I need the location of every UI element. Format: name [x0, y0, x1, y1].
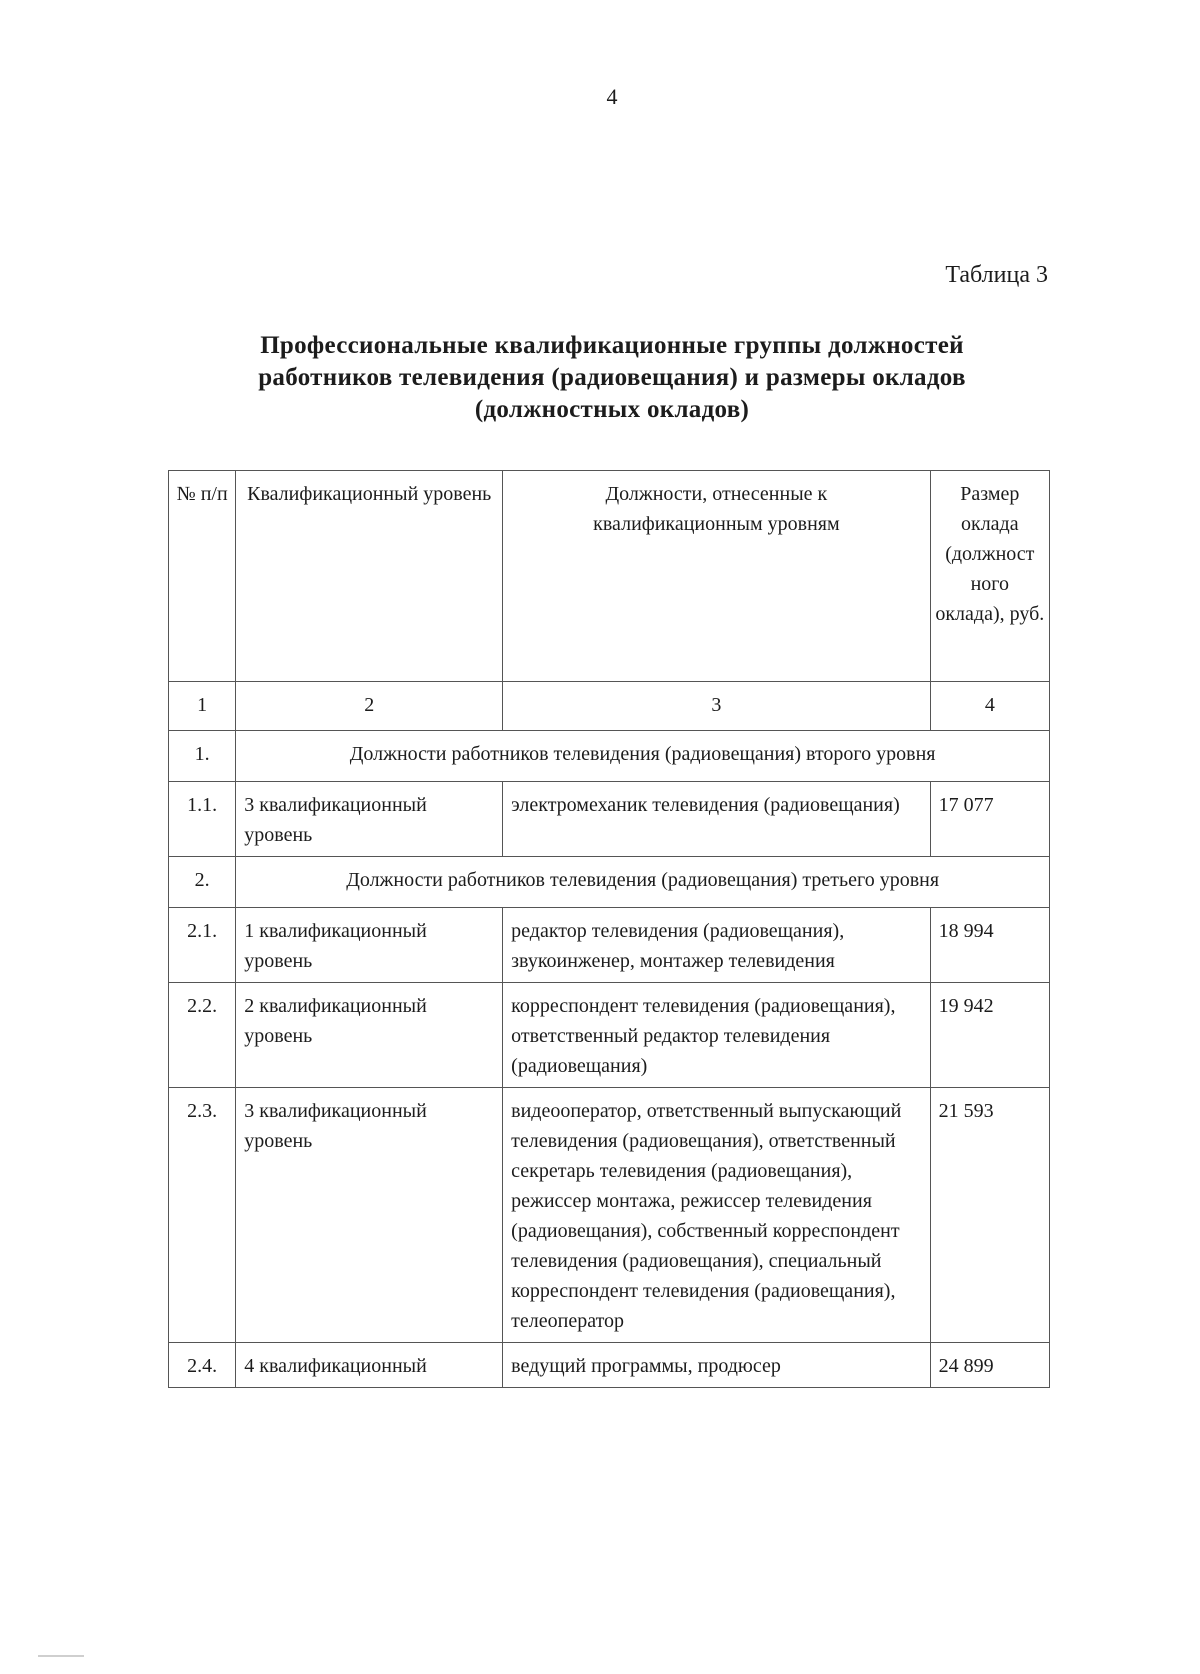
table-header-row: [169, 471, 1050, 682]
row-positions: ведущий программы, продюсер: [503, 1343, 930, 1388]
row-salary: 21 593: [930, 1088, 1049, 1343]
table-row: [169, 1343, 1050, 1388]
row-positions: редактор телевидения (радиовещания), звукоинженер, монтажер телевидения: [503, 908, 930, 983]
header-num: № п/п: [169, 471, 236, 682]
page-number: 4: [606, 84, 618, 109]
row-salary: 18 994: [930, 908, 1049, 983]
row-level: 3 квалификационный уровень: [236, 1088, 503, 1343]
title-line: (должностных окладов): [474, 396, 750, 423]
column-numbers-row: [169, 682, 1050, 731]
row-level: 4 квалификационный: [236, 1343, 503, 1388]
section-title: Должности работников телевидения (радиовещания) второго уровня: [236, 731, 1050, 782]
row-num: 2.4.: [169, 1343, 236, 1388]
row-salary: 19 942: [930, 983, 1049, 1088]
table-row: [169, 782, 1050, 857]
section-row: [169, 731, 1050, 782]
header-level: Квалификационный уровень: [236, 471, 503, 682]
row-level: 1 квалификационный уровень: [236, 908, 503, 983]
header-positions: Должности, отнесенные к квалификационным уровням: [503, 471, 930, 682]
column-number: 1: [169, 682, 236, 731]
table-row: [169, 1088, 1050, 1343]
column-number: 4: [930, 682, 1049, 731]
row-salary: 17 077: [930, 782, 1049, 857]
header-salary: Размер оклада (должност ного оклада), руб.: [930, 471, 1049, 682]
section-num: 2.: [169, 857, 236, 908]
section-title: Должности работников телевидения (радиовещания) третьего уровня: [236, 857, 1050, 908]
section-num: 1.: [169, 731, 236, 782]
salary-table: [168, 470, 1050, 1388]
row-num: 2.3.: [169, 1088, 236, 1343]
row-num: 2.1.: [169, 908, 236, 983]
row-positions: видеооператор, ответственный выпускающий телевидения (радиовещания), ответственный секретарь телевидения (радиовещания), режиссер монтажа, режиссер телевидения (радиовещания), собственный корреспондент телевидения (радиовещания), специальный корреспондент телевидения (радиовещания), телеоператор: [503, 1088, 930, 1343]
row-level: 3 квалификационный уровень: [236, 782, 503, 857]
title-line: Профессиональные квалификационные группы должностей: [260, 332, 964, 359]
title-line: работников телевидения (радиовещания) и размеры окладов: [258, 364, 966, 391]
row-positions: корреспондент телевидения (радиовещания), ответственный редактор телевидения (радиовещания): [503, 983, 930, 1088]
column-number: 2: [236, 682, 503, 731]
document-title: [200, 330, 1024, 426]
table-row: [169, 908, 1050, 983]
section-row: [169, 857, 1050, 908]
row-positions: электромеханик телевидения (радиовещания): [503, 782, 930, 857]
row-salary: 24 899: [930, 1343, 1049, 1388]
row-num: 1.1.: [169, 782, 236, 857]
row-num: 2.2.: [169, 983, 236, 1088]
table-row: [169, 983, 1050, 1088]
row-level: 2 квалификационный уровень: [236, 983, 503, 1088]
scan-mark: [38, 1655, 84, 1657]
table-label: Таблица 3: [945, 262, 1048, 288]
column-number: 3: [503, 682, 930, 731]
